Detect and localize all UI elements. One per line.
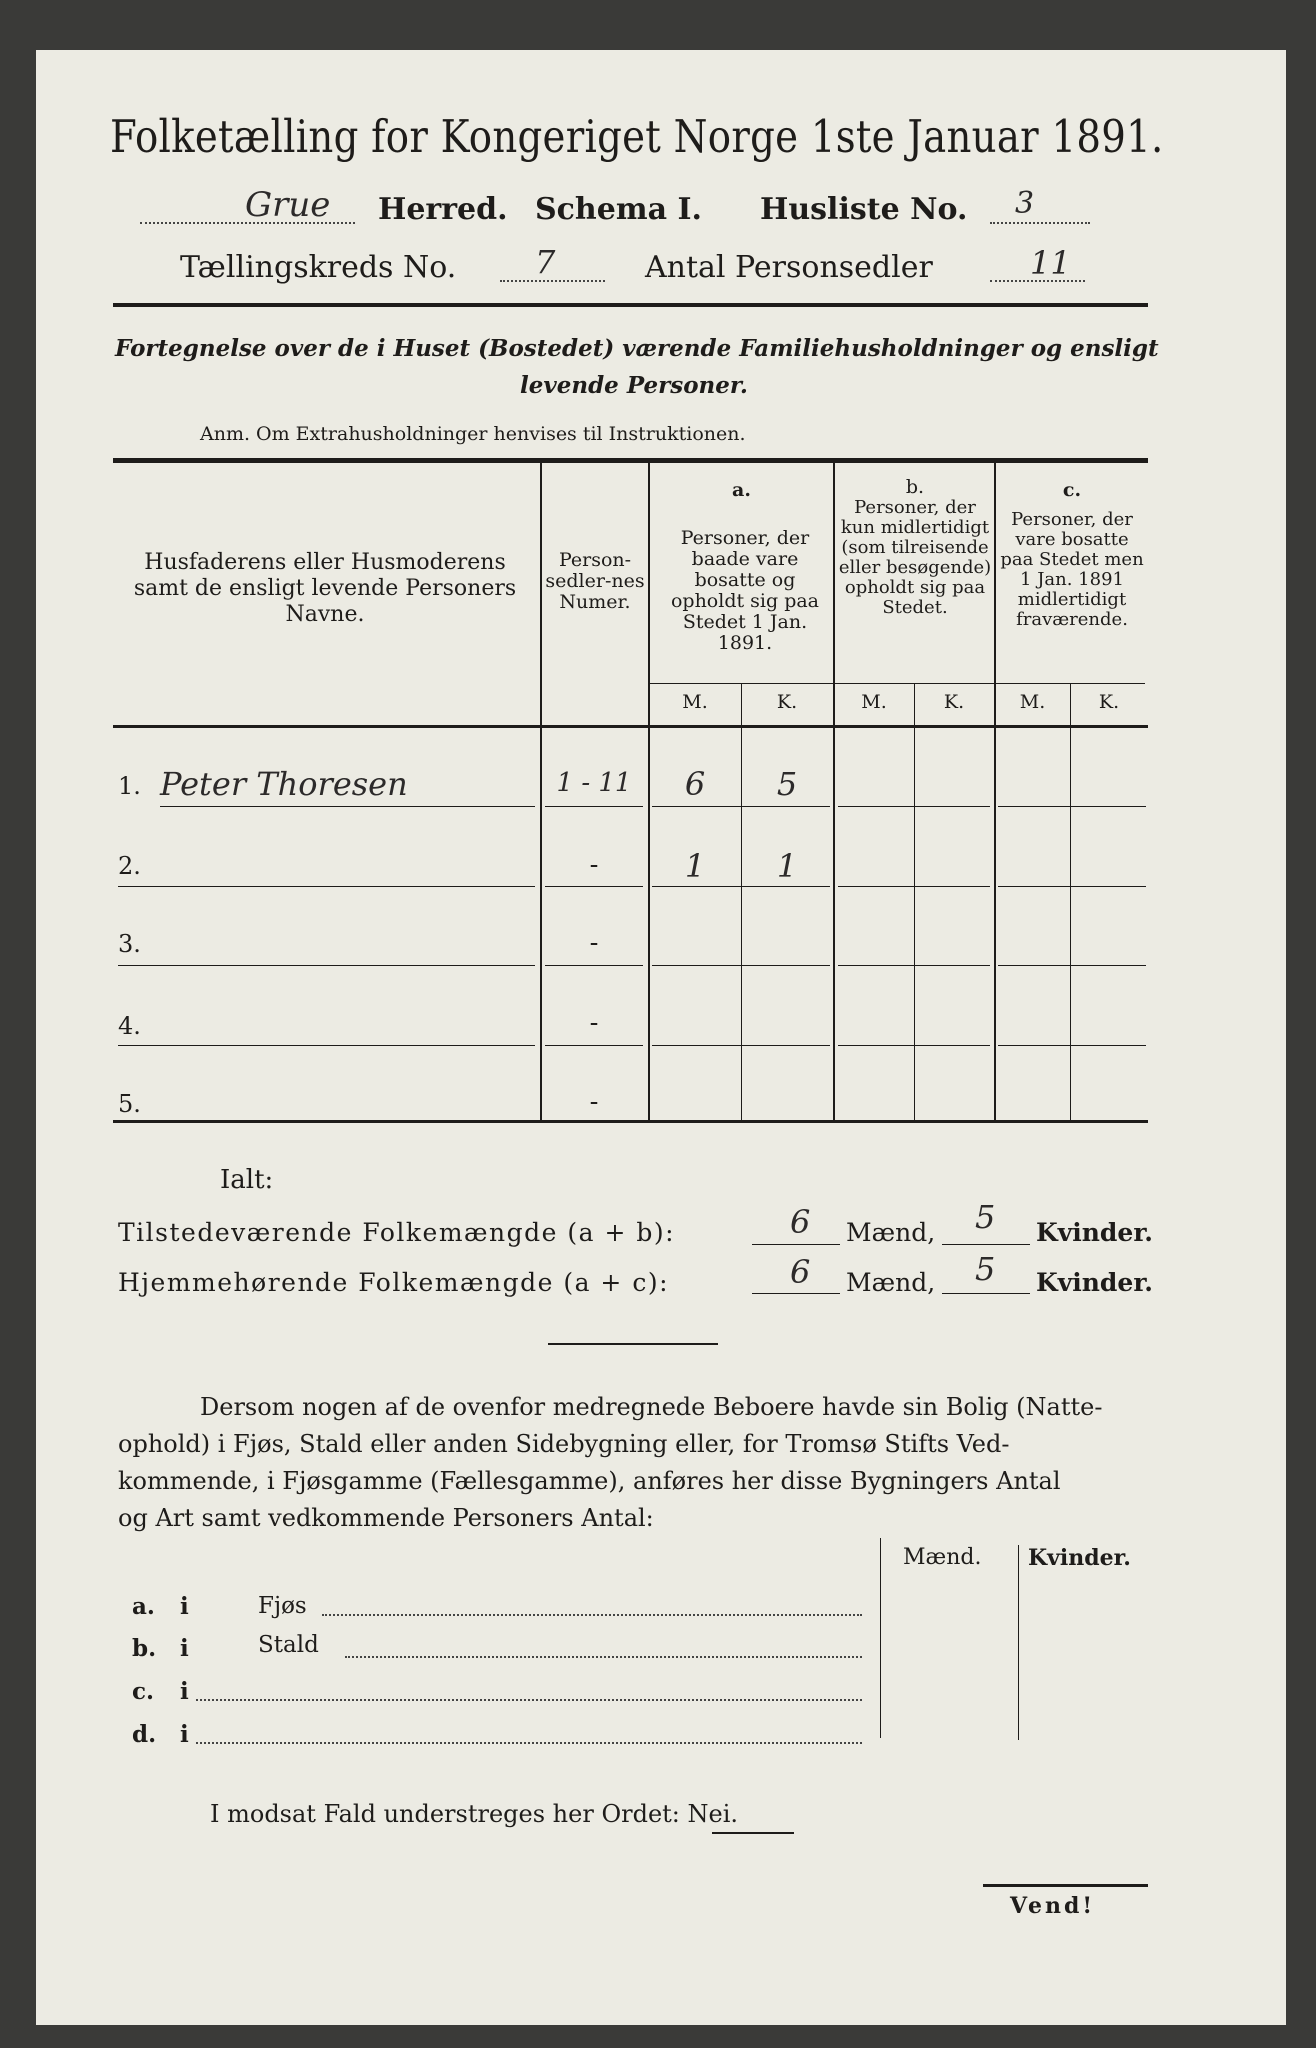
item-letter: a. (132, 1593, 155, 1620)
item-label: Stald (258, 1632, 319, 1658)
row-number: 2. (118, 852, 141, 880)
section-divider (548, 1343, 718, 1345)
hjemme-k-line (942, 1293, 1030, 1294)
outbuildings-line-1: Dersom nogen af de ovenfor medregnede Beboere havde sin Bolig (Natte- (200, 1393, 1103, 1421)
row-rule (998, 1045, 1146, 1046)
item-letter: b. (132, 1635, 157, 1662)
item-dotted-line (345, 1656, 862, 1658)
col-c-m-label: M. (1019, 691, 1046, 713)
row-rule (838, 965, 990, 966)
table-top-rule (113, 458, 1148, 463)
item-i: i (180, 1721, 189, 1748)
tilstede-kvinder: Kvinder. (1036, 1218, 1153, 1247)
personsedler-range: - (589, 1008, 599, 1038)
nei-underline (712, 1832, 794, 1834)
col-a-letter: a. (732, 479, 751, 501)
herred-value: Grue (245, 185, 331, 225)
tilstede-k-value: 5 (975, 1198, 996, 1236)
husliste-label: Husliste No. (760, 192, 968, 227)
kreds-label: Tællingskreds No. (180, 250, 457, 285)
hjemme-m-line (752, 1293, 840, 1294)
row-rule (652, 806, 830, 807)
row-number: 3. (118, 930, 141, 958)
husliste-dotted-line (990, 222, 1090, 224)
row-rule (545, 886, 643, 887)
row-rule (118, 1045, 535, 1046)
row-number: 4. (118, 1012, 141, 1040)
husliste-value: 3 (1015, 186, 1035, 221)
row-number: 1. (118, 772, 141, 800)
row-rule (118, 965, 535, 966)
tilstede-maend: Mænd, (846, 1218, 936, 1247)
household-name: Peter Thoresen (160, 765, 408, 803)
personsedler-range: - (589, 850, 599, 880)
row-rule (998, 806, 1146, 807)
row-rule (652, 965, 830, 966)
row-rule (838, 1045, 990, 1046)
row-rule (838, 886, 990, 887)
row-rule (545, 1045, 643, 1046)
tilstede-m-line (752, 1244, 840, 1245)
item-dotted-line (322, 1614, 862, 1616)
row-rule (838, 806, 990, 807)
col-divider-c-mk (1070, 683, 1071, 1120)
col-b-letter: b. (905, 476, 925, 498)
row-rule (545, 806, 643, 807)
table-header-rule (113, 725, 1148, 728)
intro-line-2: levende Personer. (520, 372, 748, 399)
item-dotted-line (196, 1742, 862, 1744)
outbuildings-divider-2 (1018, 1545, 1019, 1740)
kreds-value: 7 (535, 243, 556, 281)
row-rule (652, 1045, 830, 1046)
item-label: Fjøs (258, 1593, 307, 1619)
hjemme-k-value: 5 (975, 1250, 996, 1288)
row-number: 5. (118, 1090, 141, 1118)
row-rule (998, 886, 1146, 887)
col-num-header: Person-sedler-nes Numer. (545, 549, 645, 613)
tilstede-label: Tilstedeværende Folkemængde (a + b): (118, 1218, 676, 1247)
col-c-k-label: K. (1098, 691, 1120, 713)
personsedler-value: 11 (1030, 244, 1071, 282)
personsedler-range: - (589, 1087, 599, 1117)
col-c-header: Personer, der vare bosatte paa Stedet men 1 Jan. 1891 midlertidigt fraværende. (1000, 509, 1144, 630)
outbuildings-line-3: kommende, i Fjøsgamme (Fællesgamme), anføres her disse Bygningers Antal (118, 1467, 1061, 1495)
col-divider-a-mk (741, 683, 742, 1120)
form-title: Folketælling for Kongeriget Norge 1ste Januar 1891. (110, 110, 1164, 163)
col-a-k-label: K. (776, 691, 798, 713)
personsedler-label: Antal Personsedler (645, 250, 933, 285)
row-rule (652, 886, 830, 887)
outbuildings-line-2: ophold) i Fjøs, Stald eller anden Sidebygning eller, for Tromsø Stifts Ved- (118, 1430, 1010, 1458)
annotation-note: Anm. Om Extrahusholdninger henvises til Instruktionen. (200, 423, 746, 445)
tilstede-m-value: 6 (790, 1203, 811, 1241)
tilstede-k-line (942, 1244, 1030, 1245)
intro-line-1: Fortegnelse over de i Huset (Bostedet) værende Familiehusholdninger og ensligt (115, 335, 1159, 362)
outbuildings-col-maend: Mænd. (903, 1545, 982, 1570)
col-a-header: Personer, der baade vare bosatte og opholdt sig paa Stedet 1 Jan. 1891. (670, 527, 820, 654)
col-b-k-label: K. (943, 691, 965, 713)
row-rule (545, 965, 643, 966)
a-female-count: 1 (776, 847, 798, 885)
col-c-letter: c. (1062, 479, 1082, 501)
col-divider-b (833, 463, 835, 1120)
hjemme-m-value: 6 (790, 1253, 811, 1291)
col-divider-c (994, 463, 996, 1120)
personsedler-range: 1 - 11 (556, 768, 632, 798)
item-i: i (180, 1678, 189, 1705)
item-i: i (180, 1593, 189, 1620)
col-a-m-label: M. (682, 691, 708, 713)
col-b-m-label: M. (861, 691, 887, 713)
personsedler-range: - (589, 928, 599, 958)
a-female-count: 5 (776, 765, 798, 803)
item-letter: c. (132, 1678, 155, 1705)
item-letter: d. (132, 1721, 157, 1748)
a-male-count: 1 (684, 847, 706, 885)
vend-label: Vend! (1010, 1893, 1096, 1919)
row-rule (118, 886, 535, 887)
col-divider-b-mk (914, 683, 915, 1120)
outbuildings-col-kvinder: Kvinder. (1028, 1545, 1131, 1571)
item-dotted-line (196, 1699, 862, 1701)
table-bottom-rule (113, 1120, 1148, 1123)
row-rule (998, 965, 1146, 966)
row-rule (160, 806, 535, 807)
herred-label: Herred. (378, 192, 508, 227)
modsat-text: I modsat Fald understreges her Ordet: Nei. (210, 1800, 739, 1828)
a-male-count: 6 (684, 765, 706, 803)
hjemme-label: Hjemmehørende Folkemængde (a + c): (118, 1268, 669, 1297)
ialt-label: Ialt: (220, 1165, 274, 1195)
header-rule (113, 303, 1148, 307)
col-name-header: Husfaderens eller Husmoderens samt de ensligt levende Personers Navne. (133, 550, 517, 627)
vend-rule (983, 1884, 1148, 1887)
hjemme-kvinder: Kvinder. (1036, 1268, 1153, 1297)
outbuildings-divider-1 (880, 1538, 881, 1738)
item-i: i (180, 1635, 189, 1662)
outbuildings-line-4: og Art samt vedkommende Personers Antal: (118, 1504, 654, 1532)
hjemme-maend: Mænd, (846, 1268, 936, 1297)
col-b-header: Personer, der kun midlertidigt (som tilreisende eller besøgende) opholdt sig paa Stedet. (838, 497, 992, 618)
schema-label: Schema I. (535, 192, 702, 227)
